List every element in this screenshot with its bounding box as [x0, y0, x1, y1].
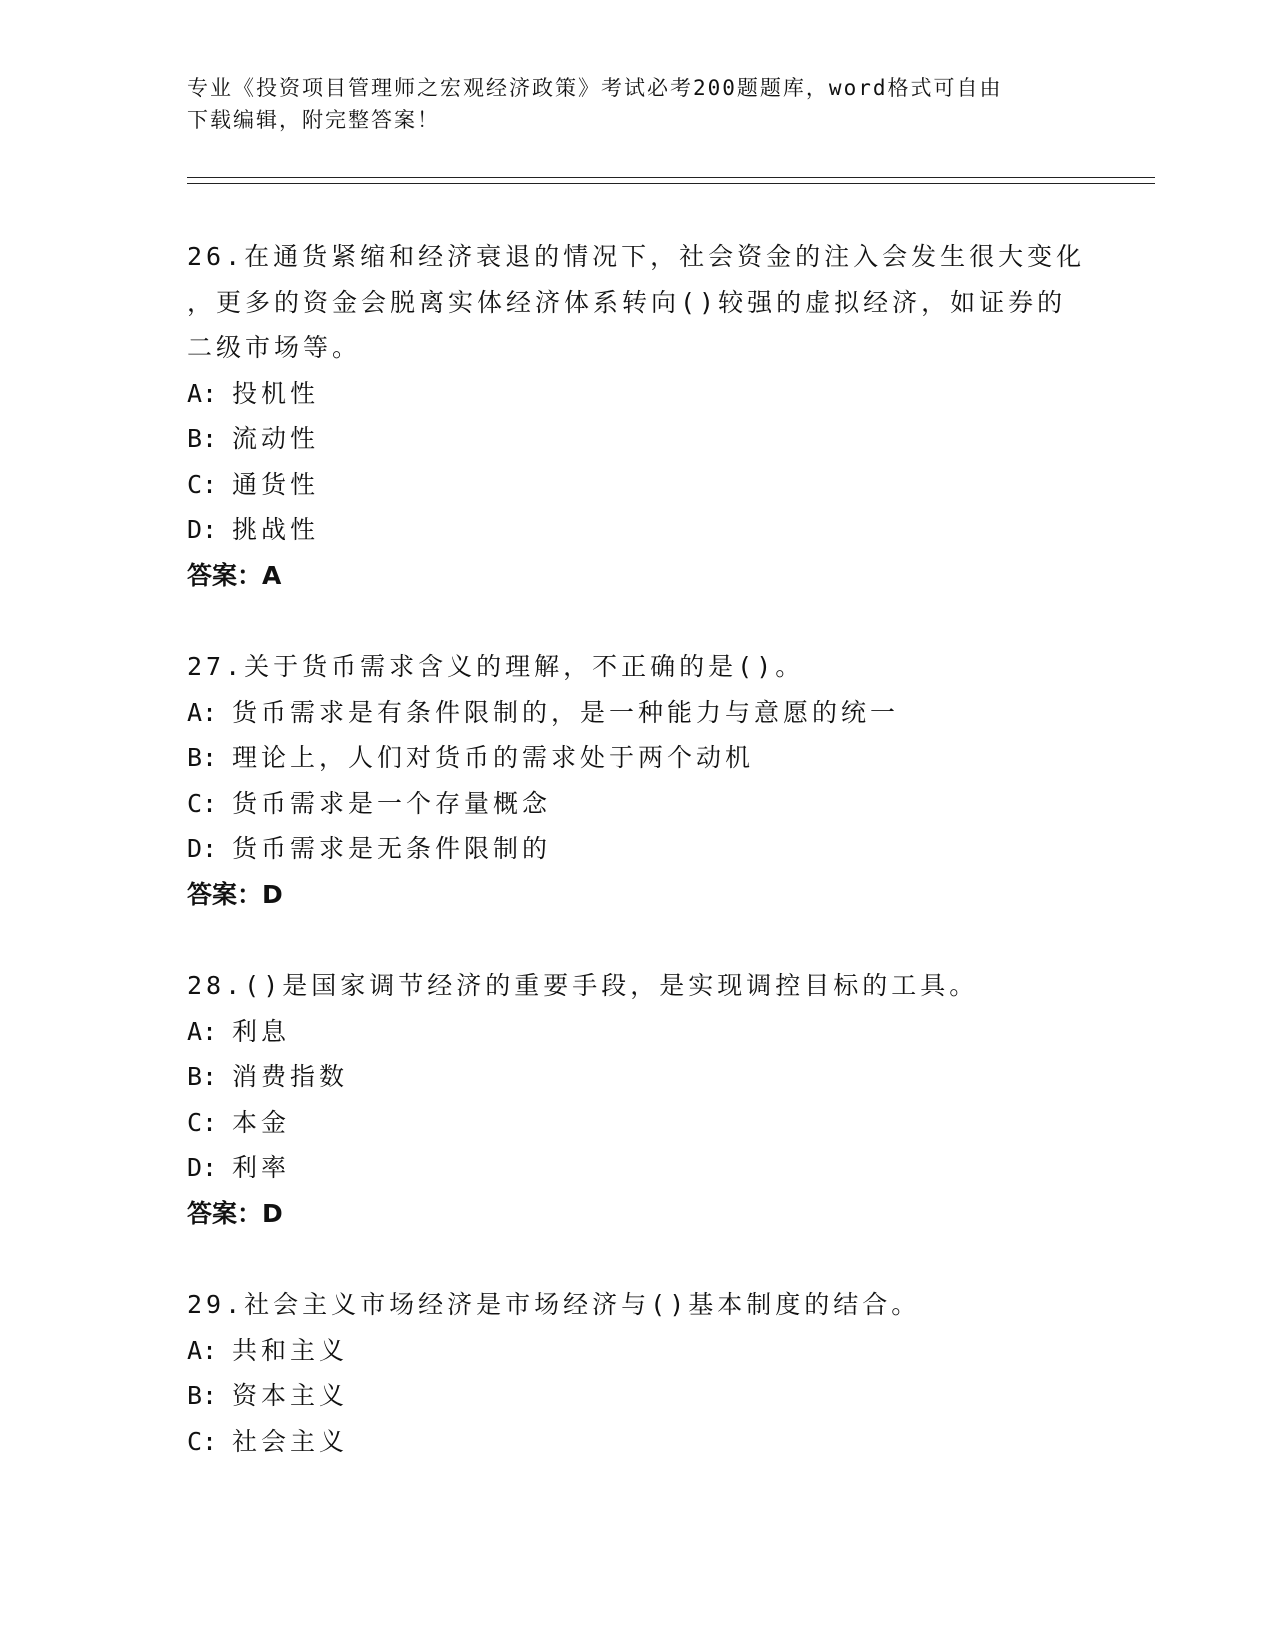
option-c — [187, 1419, 1087, 1465]
question-29 — [187, 1282, 1087, 1464]
option-letter: B: — [187, 424, 218, 453]
option-text: 货币需求是一个存量概念 — [232, 788, 552, 818]
option-b — [187, 735, 1087, 781]
option-text: 资本主义 — [232, 1381, 349, 1410]
option-text: 货币需求是无条件限制的 — [232, 834, 552, 863]
option-letter: B: — [187, 1062, 218, 1091]
question-text-line: 29.社会主义市场经济是市场经济与()基本制度的结合。 — [187, 1290, 921, 1319]
option-text: 社会主义 — [232, 1426, 349, 1456]
option-b — [187, 1054, 1087, 1100]
option-c — [187, 1100, 1087, 1146]
question-text-line: 28.()是国家调节经济的重要手段，是实现调控目标的工具。 — [187, 971, 979, 1000]
document-header — [187, 72, 1087, 136]
option-a — [187, 1009, 1087, 1055]
option-text: 共和主义 — [232, 1335, 349, 1365]
option-text: 利息 — [232, 1016, 291, 1046]
question-text-line: 二级市场等。 — [187, 333, 362, 362]
question-27 — [187, 644, 1087, 917]
option-letter: D: — [187, 1153, 218, 1182]
question-26 — [187, 234, 1087, 598]
option-letter: B: — [187, 743, 218, 772]
option-letter: A: — [187, 378, 218, 408]
question-28 — [187, 963, 1087, 1236]
option-letter: D: — [187, 834, 218, 863]
option-text: 理论上，人们对货币的需求处于两个动机 — [232, 743, 755, 772]
option-letter: C: — [187, 788, 218, 818]
answer-label: 答案：D — [187, 879, 283, 909]
header-double-rule — [187, 177, 1155, 184]
question-list — [187, 234, 1087, 1510]
option-letter: A: — [187, 697, 218, 727]
option-a — [187, 371, 1087, 417]
option-d — [187, 826, 1087, 872]
question-text-line: 27.关于货币需求含义的理解，不正确的是()。 — [187, 652, 805, 681]
option-text: 货币需求是有条件限制的，是一种能力与意愿的统一 — [232, 697, 900, 727]
option-letter: C: — [187, 469, 218, 499]
option-text: 投机性 — [232, 378, 320, 408]
option-c — [187, 781, 1087, 827]
option-b — [187, 1373, 1087, 1419]
option-a — [187, 690, 1087, 736]
option-c — [187, 462, 1087, 508]
option-letter: C: — [187, 1426, 218, 1456]
option-letter: B: — [187, 1381, 218, 1410]
option-text: 本金 — [232, 1107, 291, 1137]
option-d — [187, 507, 1087, 553]
option-text: 通货性 — [232, 469, 320, 499]
option-text: 消费指数 — [232, 1062, 349, 1091]
option-text: 利率 — [232, 1153, 291, 1182]
option-b — [187, 416, 1087, 462]
question-text-line: 26.在通货紧缩和经济衰退的情况下，社会资金的注入会发生很大变化 — [187, 242, 1086, 271]
option-letter: C: — [187, 1107, 218, 1137]
header-line-2: 下载编辑，附完整答案！ — [187, 108, 440, 132]
question-text-line: ，更多的资金会脱离实体经济体系转向()较强的虚拟经济，如证券的 — [187, 287, 1067, 317]
option-d — [187, 1145, 1087, 1191]
option-a — [187, 1328, 1087, 1374]
option-letter: A: — [187, 1335, 218, 1365]
option-text: 挑战性 — [232, 515, 320, 544]
option-letter: A: — [187, 1016, 218, 1046]
answer-label: 答案：A — [187, 560, 282, 590]
option-text: 流动性 — [232, 424, 320, 453]
answer-label: 答案：D — [187, 1198, 283, 1228]
header-line-1: 专业《投资项目管理师之宏观经济政策》考试必考200题题库，word格式可自由 — [187, 76, 1003, 100]
option-letter: D: — [187, 515, 218, 544]
